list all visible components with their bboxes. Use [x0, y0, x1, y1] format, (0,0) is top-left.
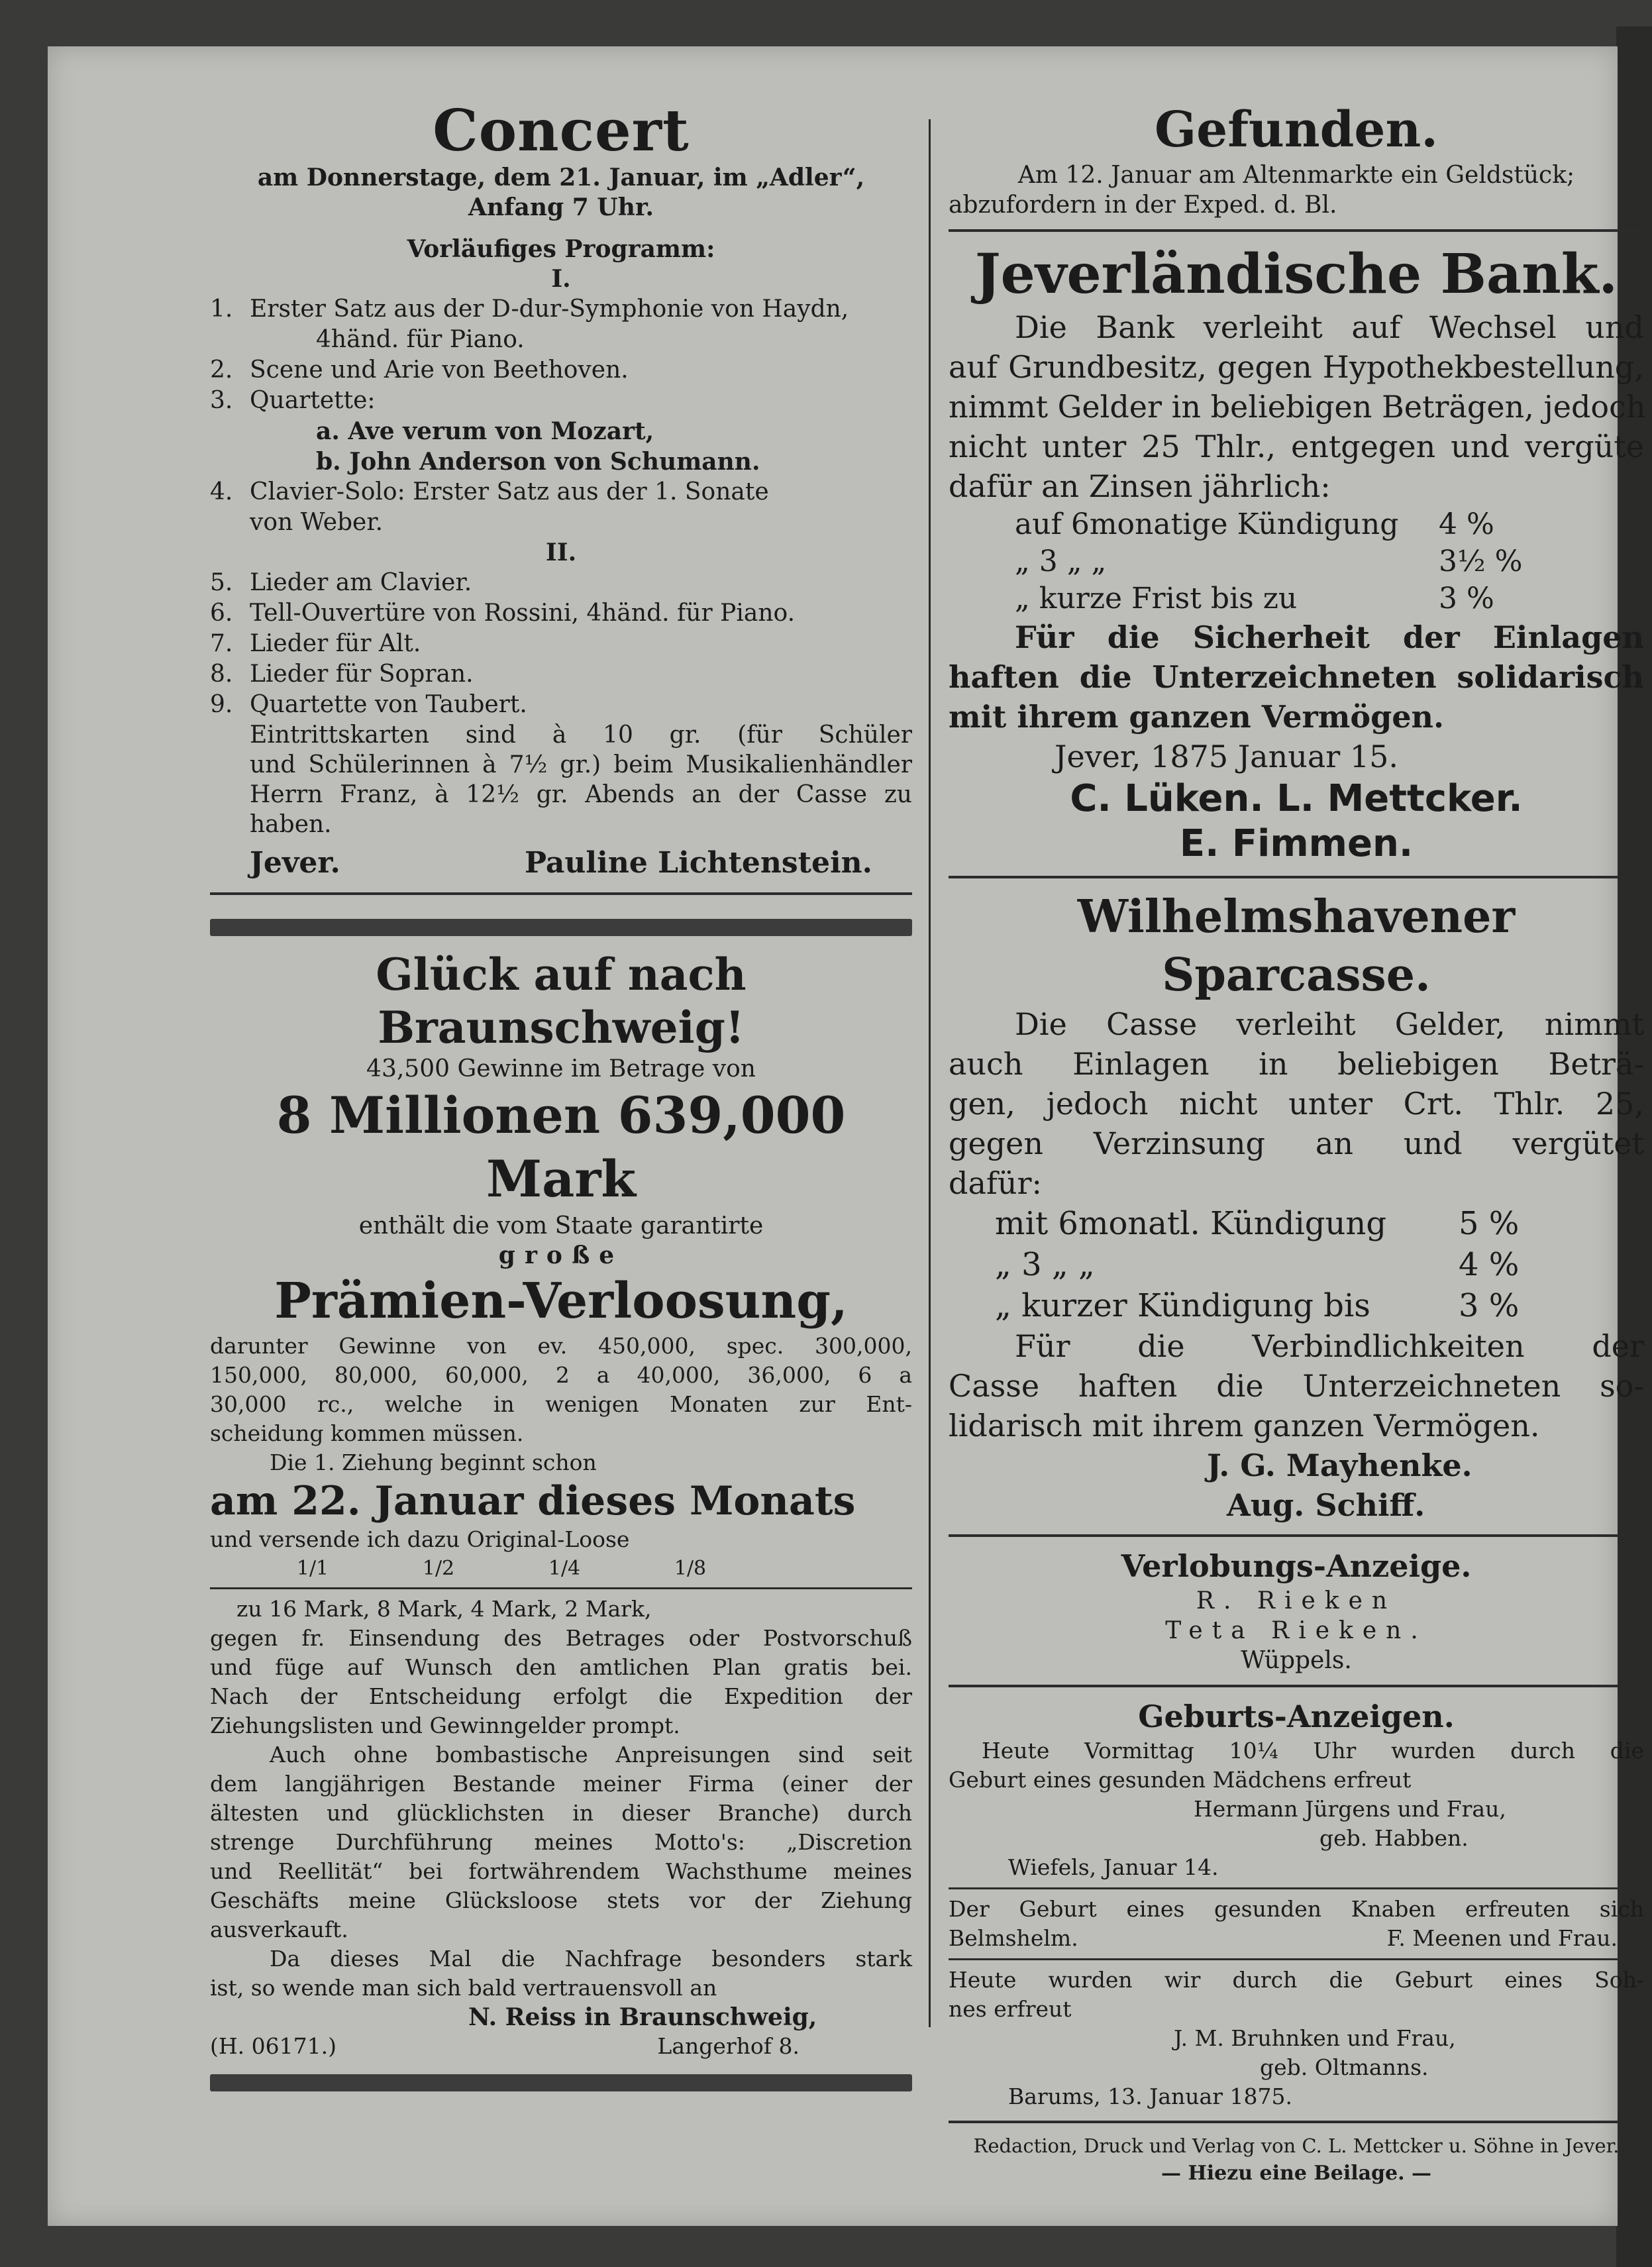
- lottery-address: Langerhof 8.: [657, 2033, 800, 2059]
- left-column: [210, 99, 912, 2103]
- divider: [949, 876, 1644, 878]
- bank-security: Für die Sicherheit der Einlagen haften die Unterzeichneten solidarisch mit ihrem ganzen Vermögen.: [949, 619, 1644, 735]
- imprint-line1: Redaction, Druck und Verlag von C. L. Mettcker u. Söhne in Jever.: [973, 2135, 1620, 2157]
- concert-title: Concert: [433, 97, 690, 164]
- engagement-title: Verlobungs-Anzeige.: [1121, 1548, 1472, 1584]
- program-item: von Weber.: [250, 509, 384, 536]
- lottery-body1: darunter Gewinne von ev. 450,000, spec. 300,000, 150,000, 80,000, 60,000, 2 a 40,000, 36,000, 6 a 30,000 rc., welche in wenigen Monaten zur Ent- scheidung kommen müssen.: [210, 1333, 912, 1446]
- rate-row: auf 6monatige Kündigung 4 %: [1015, 507, 1494, 541]
- program-list-2: [210, 568, 912, 720]
- program-item: 3. Quartette:: [210, 387, 376, 414]
- program-item: a. Ave verum von Mozart,: [316, 417, 654, 445]
- program-item: 6. Tell-Ouvertüre von Rossini, 4händ. für Piano.: [210, 600, 796, 627]
- column-divider: [929, 119, 931, 2027]
- divider: [949, 1685, 1644, 1687]
- birth3-line2: nes erfreut: [949, 1996, 1072, 2022]
- lottery-draw-start: Die 1. Ziehung beginnt schon: [270, 1450, 597, 1475]
- birth1-sign2: geb. Habben.: [1319, 1825, 1469, 1851]
- bank-dateline: Jever, 1875 Januar 15.: [1055, 739, 1399, 774]
- sparcasse-title: Wilhelmshavener Sparcasse.: [1077, 890, 1516, 1002]
- rate-row: „ 3 „ „ 4 %: [995, 1246, 1520, 1283]
- divider: [949, 229, 1644, 232]
- sparcasse-sign2: Aug. Schiff.: [1227, 1487, 1425, 1523]
- lottery-grosse: große: [498, 1241, 624, 1269]
- sparcasse-sign1: J. G. Mayhenke.: [1207, 1448, 1472, 1483]
- rate-row: mit 6monatl. Kündigung 5 %: [995, 1205, 1520, 1242]
- program-item: 4. Clavier-Solo: Erster Satz aus der 1. Sonate: [210, 478, 769, 505]
- birth3-sign2: geb. Oltmanns.: [1260, 2054, 1429, 2080]
- program-part1: I.: [551, 265, 571, 293]
- program-item: 1. Erster Satz aus der D-dur-Symphonie von Haydn,: [210, 295, 849, 323]
- concert-signature: [210, 843, 912, 883]
- program-item: 2. Scene und Arie von Beethoven.: [210, 356, 629, 384]
- lottery-footer: [210, 2032, 912, 2061]
- births-title: Geburts-Anzeigen.: [1138, 1699, 1455, 1734]
- program-item: b. John Anderson von Schumann.: [316, 448, 760, 476]
- birth2-sign: F. Meenen und Frau.: [1386, 1925, 1618, 1951]
- lottery-fractions: 1/1 1/2 1/4 1/8: [296, 1557, 707, 1580]
- lottery-original: und versende ich dazu Original-Loose: [210, 1526, 630, 1552]
- found-line1: Am 12. Januar am Altenmarkte ein Geldstück;: [1017, 162, 1575, 189]
- lottery-title: Glück auf nach Braunschweig!: [376, 949, 747, 1053]
- divider: [210, 1587, 912, 1589]
- lottery-firm: N. Reiss in Braunschweig,: [468, 2003, 817, 2031]
- divider: [949, 1887, 1644, 1889]
- lottery-amount: 8 Millionen 639,000 Mark: [276, 1086, 846, 1208]
- bank-title: Jeverländische Bank.: [974, 242, 1618, 306]
- lottery-line1: 43,500 Gewinne im Betrage von: [366, 1055, 756, 1082]
- birth3-sign1: J. M. Bruhnken und Frau,: [1174, 2025, 1456, 2051]
- birth3-line1: Heute wurden wir durch die Geburt eines Soh-: [949, 1967, 1644, 1993]
- newspaper-page: [48, 46, 1646, 2226]
- rate-row: „ kurzer Kündigung bis 3 %: [995, 1287, 1520, 1324]
- lottery-prices: zu 16 Mark, 8 Mark, 4 Mark, 2 Mark,: [236, 1596, 652, 1622]
- concert-line1: am Donnerstage, dem 21. Januar, im „Adler“,: [257, 164, 865, 191]
- birth2-place: Belmshelm.: [949, 1925, 1078, 1951]
- concert-signer: Pauline Lichtenstein.: [525, 846, 872, 880]
- program-item: 9. Quartette von Taubert.: [210, 691, 527, 718]
- sparcasse-rates: [949, 1203, 1644, 1326]
- program-item: 4händ. für Piano.: [316, 326, 525, 353]
- divider: [210, 892, 912, 895]
- divider: [949, 1958, 1644, 1960]
- lottery-line2: enthält die vom Staate garantirte: [358, 1212, 764, 1239]
- sparcasse-liability: Für die Verbindlichkeiten der Casse haften die Unterzeichneten so- lidarisch mit ihrem ganzen Vermögen.: [949, 1328, 1644, 1444]
- right-column: Gefunden. Am 12. Januar am Altenmarkte ein Geldstück; abzufordern in der Exped. d. Bl. Jeverländische Bank. Die Bank verleiht auf Wechsel und auf Grundbesitz, gegen Hypothekbestellung, nimmt Gelder in beliebigen Beträgen, jedoch nicht unter 25 Thlr., entgegen und vergüte dafür an Zinsen jährlich: auf 6monatige Kündigung 4 % „ 3 „ „ 3½ % „ kurze Frist bis zu 3 % Für die Sicherheit der Einlagen haften die Unterzeichneten solidarisch mit ihrem ganzen Vermögen. Jever, 1875 Januar 15. C. Lüken. L. Mettcker. E. Fimmen. Wilhelmshavener Sparcasse. Die Casse verleiht Gelder, nimmt auch Einlagen in beliebigen Beträ- gen, jedoch nicht unter Crt. Thlr. 25, gegen Verzinsung an und vergütet dafür: mit 6monatl. Kündigung 5 % „ 3 „ „ 4 % „ kurzer Kündigung bis 3 % Für die Verbindlichkeiten der Casse haften die Unterzeichneten so- lidarisch mit ihrem ganzen Vermögen. J. G. Mayhenke. Aug. Schiff. Verlobungs-Anzeige. R. Rieken Teta Rieken. Wüppels. Geburts-Anzeigen. Heute Vormittag 10¼ Uhr wurden durch die Geburt eines gesunden Mädchens erfreut Hermann Jürgens und Frau, geb. Habben. Wiefels, Januar 14. Der Geburt eines gesunden Knaben erfreuten sich Belmshelm. F. Meenen und Frau. Heute wurden wir durch die Geburt eines Soh- nes erfreut J. M. Bruhnken und Frau, geb. Oltmanns. Barums, 13. Januar 1875. Redaction, Druck und Verlag von C. L. Mettcker u. Söhne in Jever. — Hiezu eine Beilage. —: [949, 99, 1644, 2188]
- ticket-info: Eintrittskarten sind à 10 gr. (für Schüler und Schülerinnen à 7½ gr.) beim Musikalienhändler Herrn Franz, à 12½ gr. Abends an der Casse zu haben.: [250, 721, 912, 838]
- lottery-code: (H. 06171.): [210, 2033, 336, 2059]
- lottery-body2: gegen fr. Einsendung des Betrages oder Postvorschuß und füge auf Wunsch den amtlichen Plan gratis bei. Nach der Entscheidung erfolgt die Expedition der Ziehungslisten und Gewinngelder prompt. Auch ohne bombastische Anpreisungen sind seit dem langjährigen Bestande meiner Firma (einer der ältesten und glücklichsten in dieser Branche) durch strenge Durchführung meines Motto's: „Discretion und Reellität“ bei fortwährendem Wachsthume meines Geschäfts meine Glücksloose stets vor der Ziehung ausverkauft. Da dieses Mal die Nachfrage besonders stark ist, so wende man sich bald vertrauensvoll an: [210, 1625, 912, 2001]
- engagement-name2: Teta Rieken.: [1165, 1617, 1427, 1644]
- birth1-sign1: Hermann Jürgens und Frau,: [1194, 1796, 1506, 1822]
- thick-divider: [210, 2074, 912, 2091]
- program-item: 7. Lieder für Alt.: [210, 630, 421, 657]
- divider: [949, 2121, 1644, 2123]
- program-heading: Vorläufiges Programm:: [407, 235, 715, 263]
- lottery-praemien: Prämien-Verloosung,: [274, 1273, 848, 1330]
- rate-row: „ 3 „ „ 3½ %: [1015, 545, 1523, 578]
- birth2-footer: [949, 1924, 1644, 1953]
- bank-rates: [949, 506, 1644, 617]
- concert-place: Jever.: [250, 846, 340, 880]
- program-list-1: [210, 294, 912, 538]
- program-item: 8. Lieder für Sopran.: [210, 660, 474, 688]
- lottery-date: am 22. Januar dieses Monats: [210, 1478, 856, 1524]
- concert-line2: Anfang 7 Uhr.: [468, 193, 654, 221]
- birth2-line: Der Geburt eines gesunden Knaben erfreuten sich: [949, 1896, 1644, 1922]
- bank-body: Die Bank verleiht auf Wechsel und auf Grundbesitz, gegen Hypothekbestellung, nimmt Gelder in beliebigen Beträgen, jedoch nicht unter 25 Thlr., entgegen und vergüte dafür an Zinsen jährlich:: [949, 309, 1646, 504]
- imprint-line2: — Hiezu eine Beilage. —: [1161, 2162, 1432, 2185]
- engagement-name1: R. Rieken: [1196, 1587, 1397, 1614]
- program-item: 5. Lieder am Clavier.: [210, 569, 472, 596]
- rate-row: „ kurze Frist bis zu 3 %: [1015, 582, 1494, 615]
- program-part2: II.: [545, 539, 577, 566]
- sparcasse-body: Die Casse verleiht Gelder, nimmt auch Einlagen in beliebigen Beträ- gen, jedoch nicht unter Crt. Thlr. 25, gegen Verzinsung an und vergütet dafür:: [949, 1006, 1644, 1201]
- birth3-place: Barums, 13. Januar 1875.: [1008, 2083, 1292, 2109]
- thick-divider: [210, 919, 912, 936]
- bank-names1: C. Lüken. L. Mettcker.: [1070, 777, 1523, 820]
- bank-names2: E. Fimmen.: [1179, 822, 1414, 865]
- found-title: Gefunden.: [1154, 101, 1439, 158]
- birth1-place: Wiefels, Januar 14.: [1008, 1854, 1219, 1880]
- found-line2: abzufordern in der Exped. d. Bl.: [949, 191, 1337, 219]
- engagement-place: Wüppels.: [1241, 1647, 1352, 1674]
- divider: [949, 1534, 1644, 1537]
